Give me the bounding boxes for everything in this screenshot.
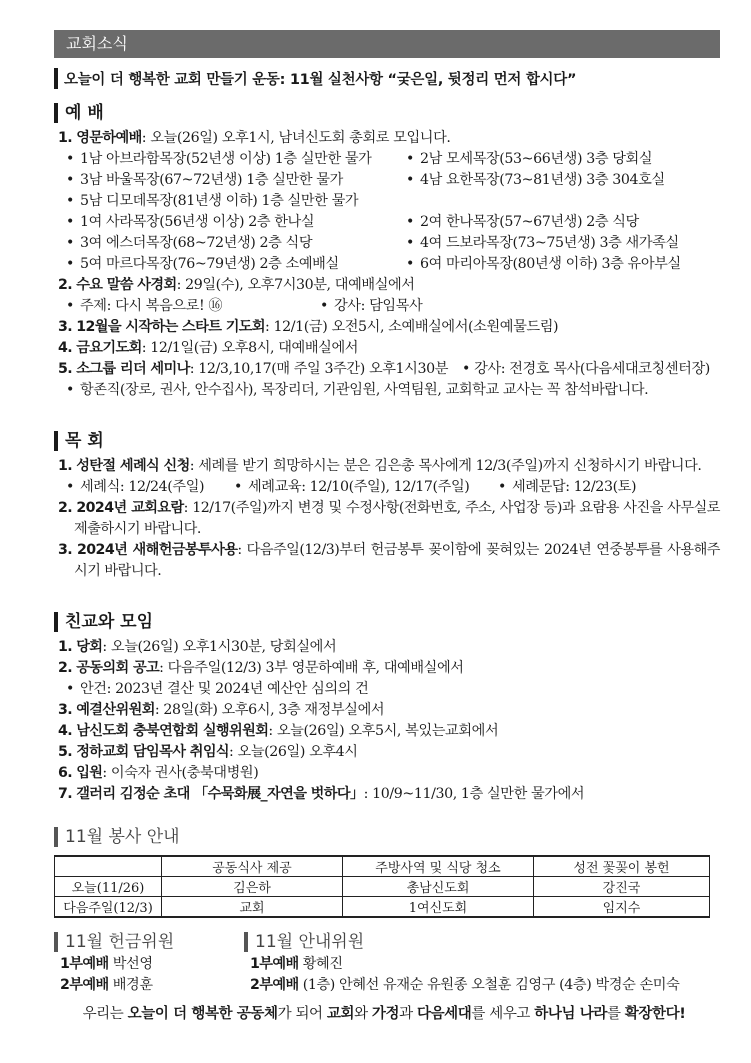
section-title-usher: 11월 안내위원 xyxy=(244,932,679,952)
baptism-date: • 세례식: 12/24(주일) xyxy=(58,477,226,498)
worship-item-5: 5. 소그룹 리더 세미나: 12/3,10,17(매 주일 3주간) 오후1시30분 • 강사: 전경호 목사(다음세대코칭센터장) xyxy=(58,361,710,377)
table-cell: 오늘(11/26) xyxy=(55,877,162,897)
offering-row-1: 1부예배 박선영 xyxy=(60,956,153,972)
group-item: • 5남 디모데목장(81년생 이하) 1층 실만한 물가 xyxy=(58,191,398,212)
section-title-fellowship: 친교와 모임 xyxy=(54,612,720,632)
table-header: 성전 꽃꽂이 봉헌 xyxy=(534,856,710,877)
section-title-ministry: 목 회 xyxy=(54,431,720,451)
worship-item-4: 4. 금요기도회: 12/1일(금) 오후8시, 대예배실에서 xyxy=(58,340,359,356)
offering-row-2: 2부예배 배경훈 xyxy=(60,977,153,993)
committees xyxy=(54,932,720,996)
worship-item-2: 2. 수요 말씀 사경회: 29일(수), 오후7시30분, 대예배실에서 xyxy=(58,277,415,293)
baptism-interview: • 세례문답: 12/23(토) xyxy=(490,477,636,498)
worship-section xyxy=(54,128,720,401)
volunteer-table xyxy=(54,855,710,918)
group-item: • 2여 한나목장(57~67년생) 2층 식당 xyxy=(398,212,639,233)
header-bar: 교회소식 xyxy=(54,30,720,58)
headline: 오늘이 더 행복한 교회 만들기 운동: 11월 실천사항 “궂은일, 뒷정리 먼저 합시다” xyxy=(54,68,720,89)
worship-item-1: 1. 영문하예배: 오늘(26일) 오후1시, 남녀신도회 총회로 모입니다. xyxy=(58,130,451,146)
fellowship-item-5: 5. 정하교회 담임목사 취임식: 오늘(26일) 오후4시 xyxy=(58,744,358,760)
ministry-item-3: 3. 2024년 새해헌금봉투사용: 다음주일(12/3)부터 헌금봉투 꽂이함에 꽂혀있는 2024년 연중봉투를 사용해주시기 바랍니다. xyxy=(58,542,720,579)
fellowship-item-4: 4. 남신도회 충북연합회 실행위원회: 오늘(26일) 오후5시, 복있는교회에서 xyxy=(58,723,499,739)
table-cell: 강진국 xyxy=(534,877,710,897)
group-item: • 4여 드보라목장(73~75년생) 3층 새가족실 xyxy=(398,233,679,254)
table-row xyxy=(55,877,710,897)
table-cell: 김은하 xyxy=(162,877,343,897)
ministry-item-1: 1. 성탄절 세례식 신청: 세례를 받기 희망하시는 분은 김은총 목사에게 12/3(주일)까지 신청하시기 바랍니다. xyxy=(58,458,702,474)
sermon-topic: • 주제: 다시 복음으로! ⑯ xyxy=(58,296,312,317)
group-item: • 6여 마리아목장(80년생 이하) 3층 유아부실 xyxy=(398,254,681,275)
baptism-education: • 세례교육: 12/10(주일), 12/17(주일) xyxy=(226,477,490,498)
group-item: • 2남 모세목장(53~66년생) 3층 당회실 xyxy=(398,149,652,170)
table-cell: 다음주일(12/3) xyxy=(55,897,162,918)
fellowship-item-7: 7. 갤러리 김정순 초대 「수묵화展_자연을 벗하다」: 10/9~11/30, 1층 실만한 물가에서 xyxy=(58,786,585,802)
seminar-note: • 항존직(장로, 권사, 안수집사), 목장리더, 기관임원, 사역팀원, 교회학교 교사는 꼭 참석바랍니다. xyxy=(58,380,720,401)
fellowship-section xyxy=(54,637,720,805)
agenda-note: • 안건: 2023년 결산 및 2024년 예산안 심의의 건 xyxy=(58,679,720,700)
offering-committee xyxy=(54,932,244,996)
table-header xyxy=(55,856,162,877)
group-list xyxy=(58,149,720,275)
group-item: • 5여 마르다목장(76~79년생) 2층 소예배실 xyxy=(58,254,398,275)
usher-row-2: 2부예배 (1층) 안혜선 유재순 유원종 오철훈 김영구 (4층) 박경순 손미숙 xyxy=(250,977,680,993)
table-cell: 1여신도회 xyxy=(343,897,534,918)
group-item: • 4남 요한목장(73~81년생) 3층 304호실 xyxy=(398,170,665,191)
usher-row-1: 1부예배 황혜진 xyxy=(250,956,343,972)
group-item: • 3여 에스더목장(68~72년생) 2층 식당 xyxy=(58,233,398,254)
fellowship-item-6: 6. 입원: 이숙자 권사(충북대병원) xyxy=(58,765,259,781)
table-header: 주방사역 및 식당 청소 xyxy=(343,856,534,877)
table-cell: 임지수 xyxy=(534,897,710,918)
table-cell: 총남신도회 xyxy=(343,877,534,897)
group-item: • 1여 사라목장(56년생 이상) 2층 한나실 xyxy=(58,212,398,233)
section-title-volunteer: 11월 봉사 안내 xyxy=(54,827,720,847)
table-header: 공동식사 제공 xyxy=(162,856,343,877)
table-row xyxy=(55,897,710,918)
group-item: • 3남 바울목장(67~72년생) 1층 실만한 물가 xyxy=(58,170,398,191)
footer-motto: 우리는 오늘이 더 행복한 공동체가 되어 교회와 가정과 다음세대를 세우고 하나님 나라를 확장한다! xyxy=(82,1006,686,1022)
section-title-offering: 11월 헌금위원 xyxy=(54,932,244,952)
table-cell: 교회 xyxy=(162,897,343,918)
ministry-item-2: 2. 2024년 교회요람: 12/17(주일)까지 변경 및 수정사항(전화번호, 주소, 사업장 등)과 요람용 사진을 사무실로 제출하시기 바랍니다. xyxy=(58,500,721,537)
ministry-section xyxy=(54,456,720,582)
church-news-page xyxy=(54,30,720,996)
section-title-worship: 예 배 xyxy=(54,103,720,123)
fellowship-item-2: 2. 공동의회 공고: 다음주일(12/3) 3부 영문하예배 후, 대예배실에서 xyxy=(58,660,464,676)
worship-item-3: 3. 12월을 시작하는 스타트 기도회: 12/1(금) 오전5시, 소예배실에서(소원예물드림) xyxy=(58,319,559,335)
fellowship-item-3: 3. 예결산위원회: 28일(화) 오후6시, 3층 재정부실에서 xyxy=(58,702,385,718)
fellowship-item-1: 1. 당회: 오늘(26일) 오후1시30분, 당회실에서 xyxy=(58,639,337,655)
usher-committee xyxy=(244,932,679,996)
group-item: • 1남 아브라함목장(52년생 이상) 1층 실만한 물가 xyxy=(58,149,398,170)
sermon-speaker: • 강사: 담임목사 xyxy=(312,296,422,317)
